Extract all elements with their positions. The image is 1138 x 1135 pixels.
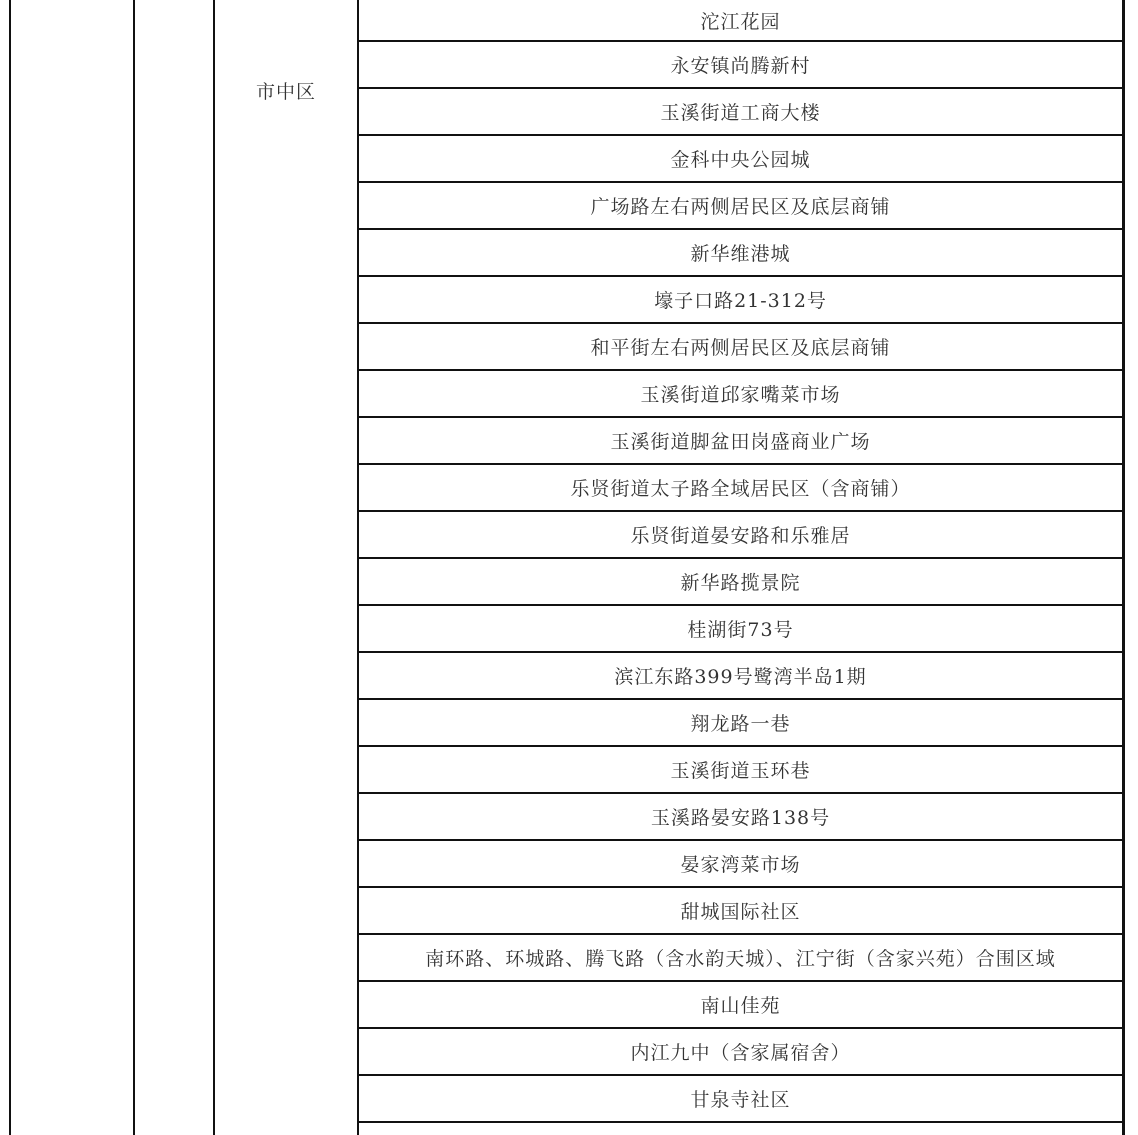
table-row: 壕子口路21-312号 (359, 277, 1122, 324)
table-row: 新华路揽景院 (359, 559, 1122, 606)
table-row: 桂湖街73号 (359, 606, 1122, 653)
table-row: 新华维港城 (359, 230, 1122, 277)
place-list (359, 0, 1122, 1123)
table-row: 玉溪街道脚盆田岗盛商业广场 (359, 418, 1122, 465)
table-row: 广场路左右两侧居民区及底层商铺 (359, 183, 1122, 230)
table-row: 内江九中（含家属宿舍） (359, 1029, 1122, 1076)
table-column-divider (213, 0, 215, 1135)
district-cell: 市中区 (255, 81, 316, 103)
table-row: 和平街左右两侧居民区及底层商铺 (359, 324, 1122, 371)
table-row: 南山佳苑 (359, 982, 1122, 1029)
table-column-divider (133, 0, 135, 1135)
table-row: 永安镇尚腾新村 (359, 42, 1122, 89)
table-row: 甜城国际社区 (359, 888, 1122, 935)
table-row: 玉溪街道玉环巷 (359, 747, 1122, 794)
table-row: 甘泉寺社区 (359, 1076, 1122, 1123)
table-row: 滨江东路399号鹭湾半岛1期 (359, 653, 1122, 700)
table-border-right (1122, 0, 1125, 1135)
table-row: 翔龙路一巷 (359, 700, 1122, 747)
table-border-left (9, 0, 11, 1135)
table-row: 乐贤街道太子路全域居民区（含商铺） (359, 465, 1122, 512)
table-row: 沱江花园 (359, 0, 1122, 42)
table-row: 玉溪街道工商大楼 (359, 89, 1122, 136)
table-row: 晏家湾菜市场 (359, 841, 1122, 888)
table-row: 金科中央公园城 (359, 136, 1122, 183)
table-row: 南环路、环城路、腾飞路（含水韵天城）、江宁街（含家兴苑）合围区域 (359, 935, 1122, 982)
table-row: 乐贤街道晏安路和乐雅居 (359, 512, 1122, 559)
table-row: 玉溪路晏安路138号 (359, 794, 1122, 841)
table-row: 玉溪街道邱家嘴菜市场 (359, 371, 1122, 418)
